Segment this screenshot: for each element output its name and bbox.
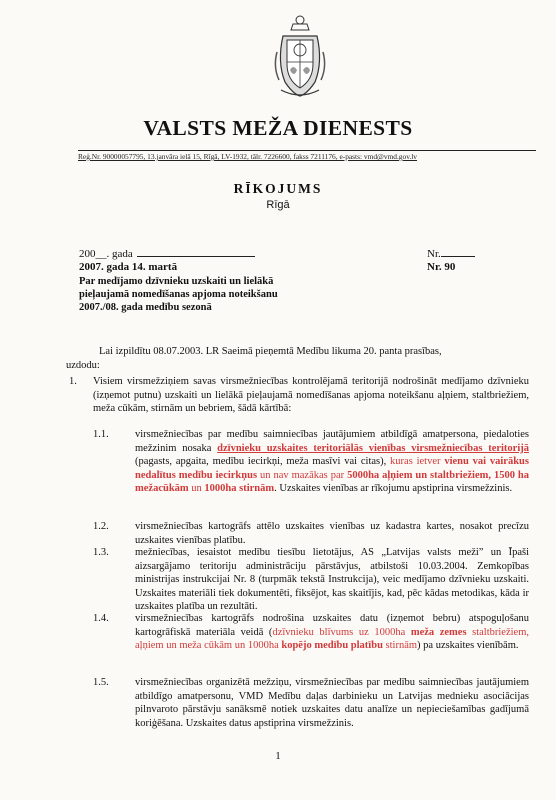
document-subject (79, 275, 329, 314)
document-type: RĪKOJUMS (233, 181, 323, 196)
highlight-text: dzīvnieku uzskaites teritoriālās vienības virsmežniecības teritorijā (217, 442, 529, 454)
highlight-text: vienu vai vairākus nedalītus medību iecirkņus (135, 456, 529, 481)
item-text: Visiem virsmežziņiem savas virsmežniecības kontrolējamā teritorijā nodrošināt medījamo dzīvnieku (izņemot putnu) uzskaiti un lielākā pieļaujamā nomedīšanas apjoma noteikšanu aļņiem, staltbriežiem, meža cūkām, stirnām un bebriem, šādā kārtībā: (93, 376, 529, 414)
highlight-text: 5000ha aļņiem un staltbriežiem, 1500 ha mežacūkām (135, 469, 530, 494)
date-template-label: 200__. gada (79, 248, 133, 260)
item-number: 1.2. (93, 521, 109, 532)
highlight-text: 1000ha stirnām (204, 483, 275, 494)
organization-name: VALSTS MEŽA DIENESTS (143, 116, 413, 140)
item-number: 1. (69, 376, 77, 387)
item-text: ) pa uzskaites vienībām. (417, 640, 519, 651)
intro-text: Lai izpildītu 08.07.2003. LR Saeimā pieņemtā Medību likuma 20. panta prasības, (99, 346, 442, 357)
sub-item-1-2 (93, 520, 529, 547)
sub-item-1-3 (93, 546, 529, 614)
highlight-text: un nav mazākas par (257, 469, 348, 481)
item-number: 1.1. (93, 429, 109, 440)
document-place: Rīgā (266, 199, 290, 211)
item-text: mežniecības, iesaistot medību tiesību lietotājus, AS „Latvijas valsts meži” un Īpaši aizsargājamo teritoriju administrāciju pārstāvjus, atbilstoši 10.03.2004. Zemkopības ministrijas instrukcijai Nr. 8 (turpmāk tekstā Instrukcija), veic medījamo dzīvnieku uzskaiti. Uzskaites materiāli tiek dokumentēti, fiksējot, kas skaitījis, kad, pēc kādas metodikas, kāda ir uzskaites platība un rezultāti. (135, 547, 529, 612)
header-divider (78, 150, 536, 151)
date-blank-line (137, 247, 255, 257)
subject-line: 2007./08. gada medību sezonā (79, 302, 212, 313)
item-number: 1.4. (93, 613, 109, 624)
item-text: virsmežniecības organizētā mežziņu, virsmežniecības par medību saimniecības jautājumiem atbildīgo amatpersonu, VMD Medību daļas darbinieku un Latvijas mednieku asociācijas pilnvaroto pārstāvju sanāksmē notiek uzskaites datu analīze un nepieciešamības gadījumā koriģēšana. Uzskaites datus apstiprina virsmežzinis. (135, 677, 529, 729)
highlight-text: un (188, 483, 205, 494)
highlight-text: dzīvnieku blīvums uz 1000ha (272, 626, 411, 638)
subject-line: pieļaujamā nomedīšanas apjoma noteikšanu (79, 289, 278, 300)
number-template-label: Nr. (427, 248, 441, 260)
date-template (79, 247, 255, 260)
number-blank-line (441, 247, 475, 257)
highlight-text: stirnām (382, 640, 418, 651)
item-text: virsmežniecības kartogrāfs nodrošina uzskaites datu (izņemot bebru) atspoguļošanu kartogrāfiskā materiāla veidā ( (135, 613, 529, 638)
item-number: 1.5. (93, 677, 109, 688)
organization-contacts: Reģ.Nr. 90000057795, 13.janvāra ielā 15, Rīgā, LV-1932, tālr. 7226600, fakss 7211176, e-pasts: vmd@vmd.gov.lv (78, 152, 418, 161)
intro-continuation: uzdodu: (66, 359, 100, 371)
highlight-text: kopējo medību platību (281, 640, 383, 651)
sub-item-1-5 (93, 676, 529, 730)
item-number: 1.3. (93, 547, 109, 558)
highlight-text: staltbriežiem, aļņiem un meža cūkām un 1000ha (135, 626, 529, 651)
number-template (427, 247, 475, 260)
highlight-text: kuras ietver (390, 456, 445, 467)
list-item-1 (69, 375, 529, 416)
intro-paragraph (66, 345, 529, 372)
sub-item-1-1 (93, 428, 530, 496)
item-text: (pagasts, apgaita, medību iecirkņi, meža masīvi vai citas), (135, 456, 391, 467)
highlight-text: meža zemes (410, 626, 467, 638)
item-text: virsmežniecības kartogrāfs attēlo uzskaites vienības uz kadastra kartes, nosakot precīzu uzskaites vienības platību. (135, 521, 529, 546)
subject-line: Par medījamo dzīvnieku uzskaiti un lielākā (79, 276, 274, 287)
coat-of-arms-icon (271, 12, 329, 98)
item-text: . Uzskaites vienības ar rīkojumu apstiprina virsmežzinis. (274, 483, 513, 494)
document-date: 2007. gada 14. martā (79, 261, 178, 273)
page-number: 1 (275, 750, 281, 762)
item-text: virsmežniecības par medību saimniecības jautājumiem atbildīgā amatpersona, piedaloties mežzinim nosaka (135, 429, 529, 454)
sub-item-1-4 (93, 612, 529, 653)
document-number: Nr. 90 (427, 261, 456, 273)
